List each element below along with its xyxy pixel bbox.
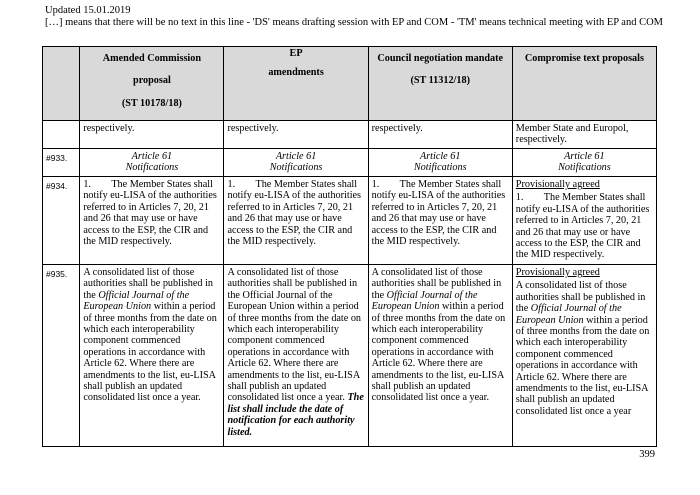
table-header-row xyxy=(43,47,657,121)
update-date: Updated 15.01.2019 xyxy=(45,5,131,16)
table-row: #933. Article 61 Notifications Article 61 Notifications Article 61 Notifications Article 61 Notifications xyxy=(43,149,657,177)
header-ep: EP amendments xyxy=(224,47,368,121)
table-row: respectively. respectively. respectively. Member State and Europol, respectively. xyxy=(43,121,657,149)
header-compromise: Compromise text proposals xyxy=(512,47,656,121)
header-blank xyxy=(43,47,80,121)
header-council: Council negotiation mandate (ST 11312/18) xyxy=(368,47,512,121)
row-id: #933. xyxy=(43,149,80,177)
table-row: #934. 1. The Member States shall notify eu-LISA of the authorities referred to in Articles 7, 20, 21 and 26 that may use or have access to the ESP, the CIR and the MID respectively. 1. The Member States shall notify eu-LISA of the authorities referred to in Articles 7, 20, 21 and 26 that may use or have access to the ESP, the CIR and the MID respectively. 1. The Member States shall notify eu-LISA of the authorities referred to in Articles 7, 20, 21 and 26 that may use or have access to the ESP, the CIR and the MID respectively. Provisionally agreed 1. The Member States shall notify eu-LISA of the authorities referred to in Articles 7, 20, 21 and 26 that may use or have access to the ESP, the CIR and the MID respectively. xyxy=(43,177,657,265)
legend-line: […] means that there will be no text in this line - 'DS' means drafting session with EP and COM - 'TM' means technical meeting with EP and COM xyxy=(45,17,664,28)
document-header xyxy=(45,5,663,29)
four-column-table xyxy=(42,46,657,447)
agreed-label: Provisionally agreed xyxy=(515,179,600,190)
page-number: 399 xyxy=(639,449,655,460)
agreed-label: Provisionally agreed xyxy=(515,267,600,278)
table-row: #935. A consolidated list of those authorities shall be published in the Official Journal of the European Union within a period of three months from the date on which each interoperability component commenced operations in accordance with Article 62. Where there are amendments to the list, eu-LISA shall publish an updated consolidated list once a year. A consolidated list of those authorities shall be published in the Official Journal of the European Union within a period of three months from the date on which each interoperability component commenced operations in accordance with Article 62. Where there are amendments to the list, eu-LISA shall publish an updated consolidated list once a year. The list shall include the date of notification for each authority listed. A consolidated list of those authorities shall be published in the Official Journal of the European Union within a period of three months from the date on which each interoperability component commenced operations in accordance with Article 62. Where there are amendments to the list, eu-LISA shall publish an updated consolidated list once a year. Provisionally agreed A consolidated list of those authorities shall be published in the Official Journal of the European Union within a period of three months from the date on which each interoperability component commenced operations in accordance with Article 62. Where there are amendments to the list, eu-LISA shall publish an updated consolidated list once a year xyxy=(43,265,657,447)
header-commission: Amended Commission proposal (ST 10178/18) xyxy=(80,47,224,121)
row-id: #934. xyxy=(43,177,80,265)
row-id: #935. xyxy=(43,265,80,447)
